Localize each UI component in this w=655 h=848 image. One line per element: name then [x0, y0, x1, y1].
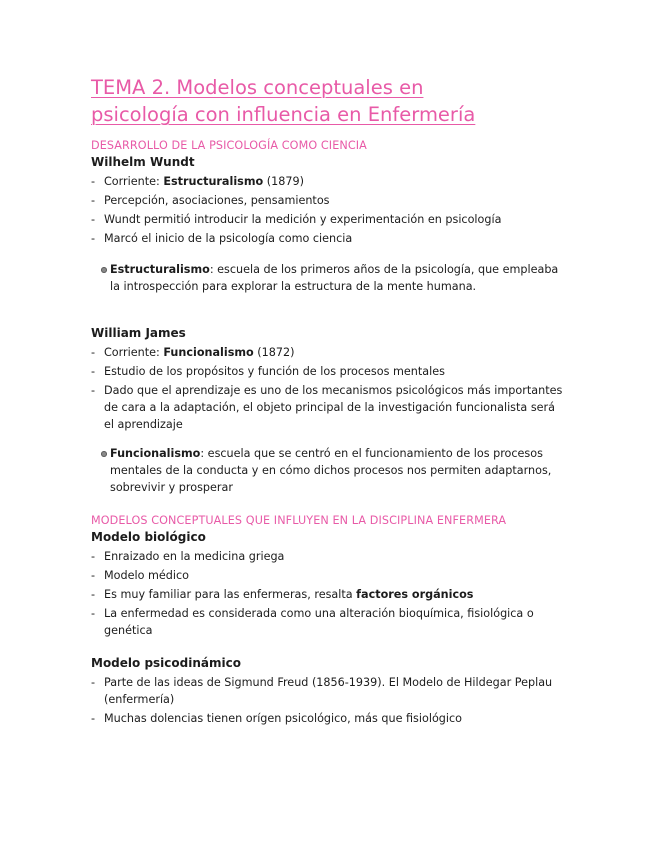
subheading-modelo-biologico: Modelo biológico — [91, 530, 206, 544]
list-item-text: Corriente: — [104, 175, 164, 188]
list-item — [91, 586, 566, 603]
dash-marker: - — [91, 569, 96, 582]
definition-term: Funcionalismo — [110, 447, 201, 460]
list-item-text: Wundt permitió introducir la medición y experimentación en psicología — [104, 213, 502, 226]
list-item-text: Corriente: — [104, 346, 164, 359]
list-item-text: Muchas dolencias tienen orígen psicológico, más que fisiológico — [104, 712, 462, 725]
dash-marker: - — [91, 712, 96, 725]
definition-funcionalismo — [91, 445, 566, 496]
definition-term: Estructuralismo — [110, 263, 210, 276]
list-item-text: Percepción, asociaciones, pensamientos — [104, 194, 330, 207]
subheading-wundt: Wilhelm Wundt — [91, 155, 195, 169]
biologico-list — [91, 548, 566, 639]
dash-marker: - — [91, 676, 96, 689]
bullet-dot-icon — [101, 267, 107, 273]
title-line-1: TEMA 2. Modelos conceptuales en — [91, 76, 424, 99]
list-item-text: Enraizado en la medicina griega — [104, 550, 285, 563]
dash-marker: - — [91, 175, 96, 188]
list-item-text: Modelo médico — [104, 569, 189, 582]
section-heading-modelos: MODELOS CONCEPTUALES QUE INFLUYEN EN LA DISCIPLINA ENFERMERA — [91, 514, 507, 527]
dash-marker: - — [91, 588, 96, 601]
list-item-text: Dado que el aprendizaje es uno de los mecanismos psicológicos más importantes de cara a la adaptación, el objeto principal de la investigación funcionalista será el aprendizaje — [104, 384, 563, 431]
list-item — [91, 605, 566, 639]
dash-marker: - — [91, 346, 96, 359]
subheading-james: William James — [91, 326, 186, 340]
psicodinamico-list — [91, 674, 566, 727]
document-page — [91, 74, 566, 729]
list-item-text: La enfermedad es considerada como una alteración bioquímica, fisiológica o genética — [104, 607, 534, 637]
list-item-text: (1872) — [253, 346, 295, 359]
list-item-text: Estudio de los propósitos y función de los procesos mentales — [104, 365, 445, 378]
list-item-text: Es muy familiar para las enfermeras, resalta — [104, 588, 357, 601]
list-item — [91, 363, 566, 380]
list-item — [91, 710, 566, 727]
list-item — [91, 230, 566, 247]
dash-marker: - — [91, 365, 96, 378]
bullet-dot-icon — [101, 451, 107, 457]
list-item — [91, 211, 566, 228]
list-item — [91, 344, 566, 361]
dash-marker: - — [91, 194, 96, 207]
list-item — [91, 674, 566, 708]
subheading-modelo-psicodinamico: Modelo psicodinámico — [91, 656, 241, 670]
list-item-text: (1879) — [263, 175, 304, 188]
title-line-2: psicología con influencia en Enfermería — [91, 103, 476, 126]
james-list — [91, 344, 566, 433]
dash-marker: - — [91, 213, 96, 226]
page-title — [91, 74, 566, 128]
section-heading-desarrollo: DESARROLLO DE LA PSICOLOGÍA COMO CIENCIA — [91, 139, 367, 152]
dash-marker: - — [91, 232, 96, 245]
list-item — [91, 192, 566, 209]
list-item-text: Marcó el inicio de la psicología como ciencia — [104, 232, 353, 245]
definition-text: : escuela que se centró en el funcionamiento de los procesos mentales de la conducta y en cómo dichos procesos nos permiten adaptarnos, sobrevivir y prosperar — [110, 447, 552, 494]
list-item-bold: Funcionalismo — [163, 346, 254, 359]
list-item-bold: factores orgánicos — [356, 588, 474, 601]
list-item — [91, 382, 566, 433]
list-item — [91, 567, 566, 584]
definition-estructuralismo — [91, 261, 566, 295]
dash-marker: - — [91, 607, 96, 620]
list-item — [91, 173, 566, 190]
definition-text: : escuela de los primeros años de la psicología, que empleaba la introspección para explorar la estructura de la mente humana. — [110, 263, 559, 293]
dash-marker: - — [91, 550, 96, 563]
list-item — [91, 548, 566, 565]
dash-marker: - — [91, 384, 96, 397]
list-item-text: Parte de las ideas de Sigmund Freud (1856-1939). El Modelo de Hildegar Peplau (enfermería) — [104, 676, 553, 706]
wundt-list — [91, 173, 566, 247]
list-item-bold: Estructuralismo — [163, 175, 264, 188]
